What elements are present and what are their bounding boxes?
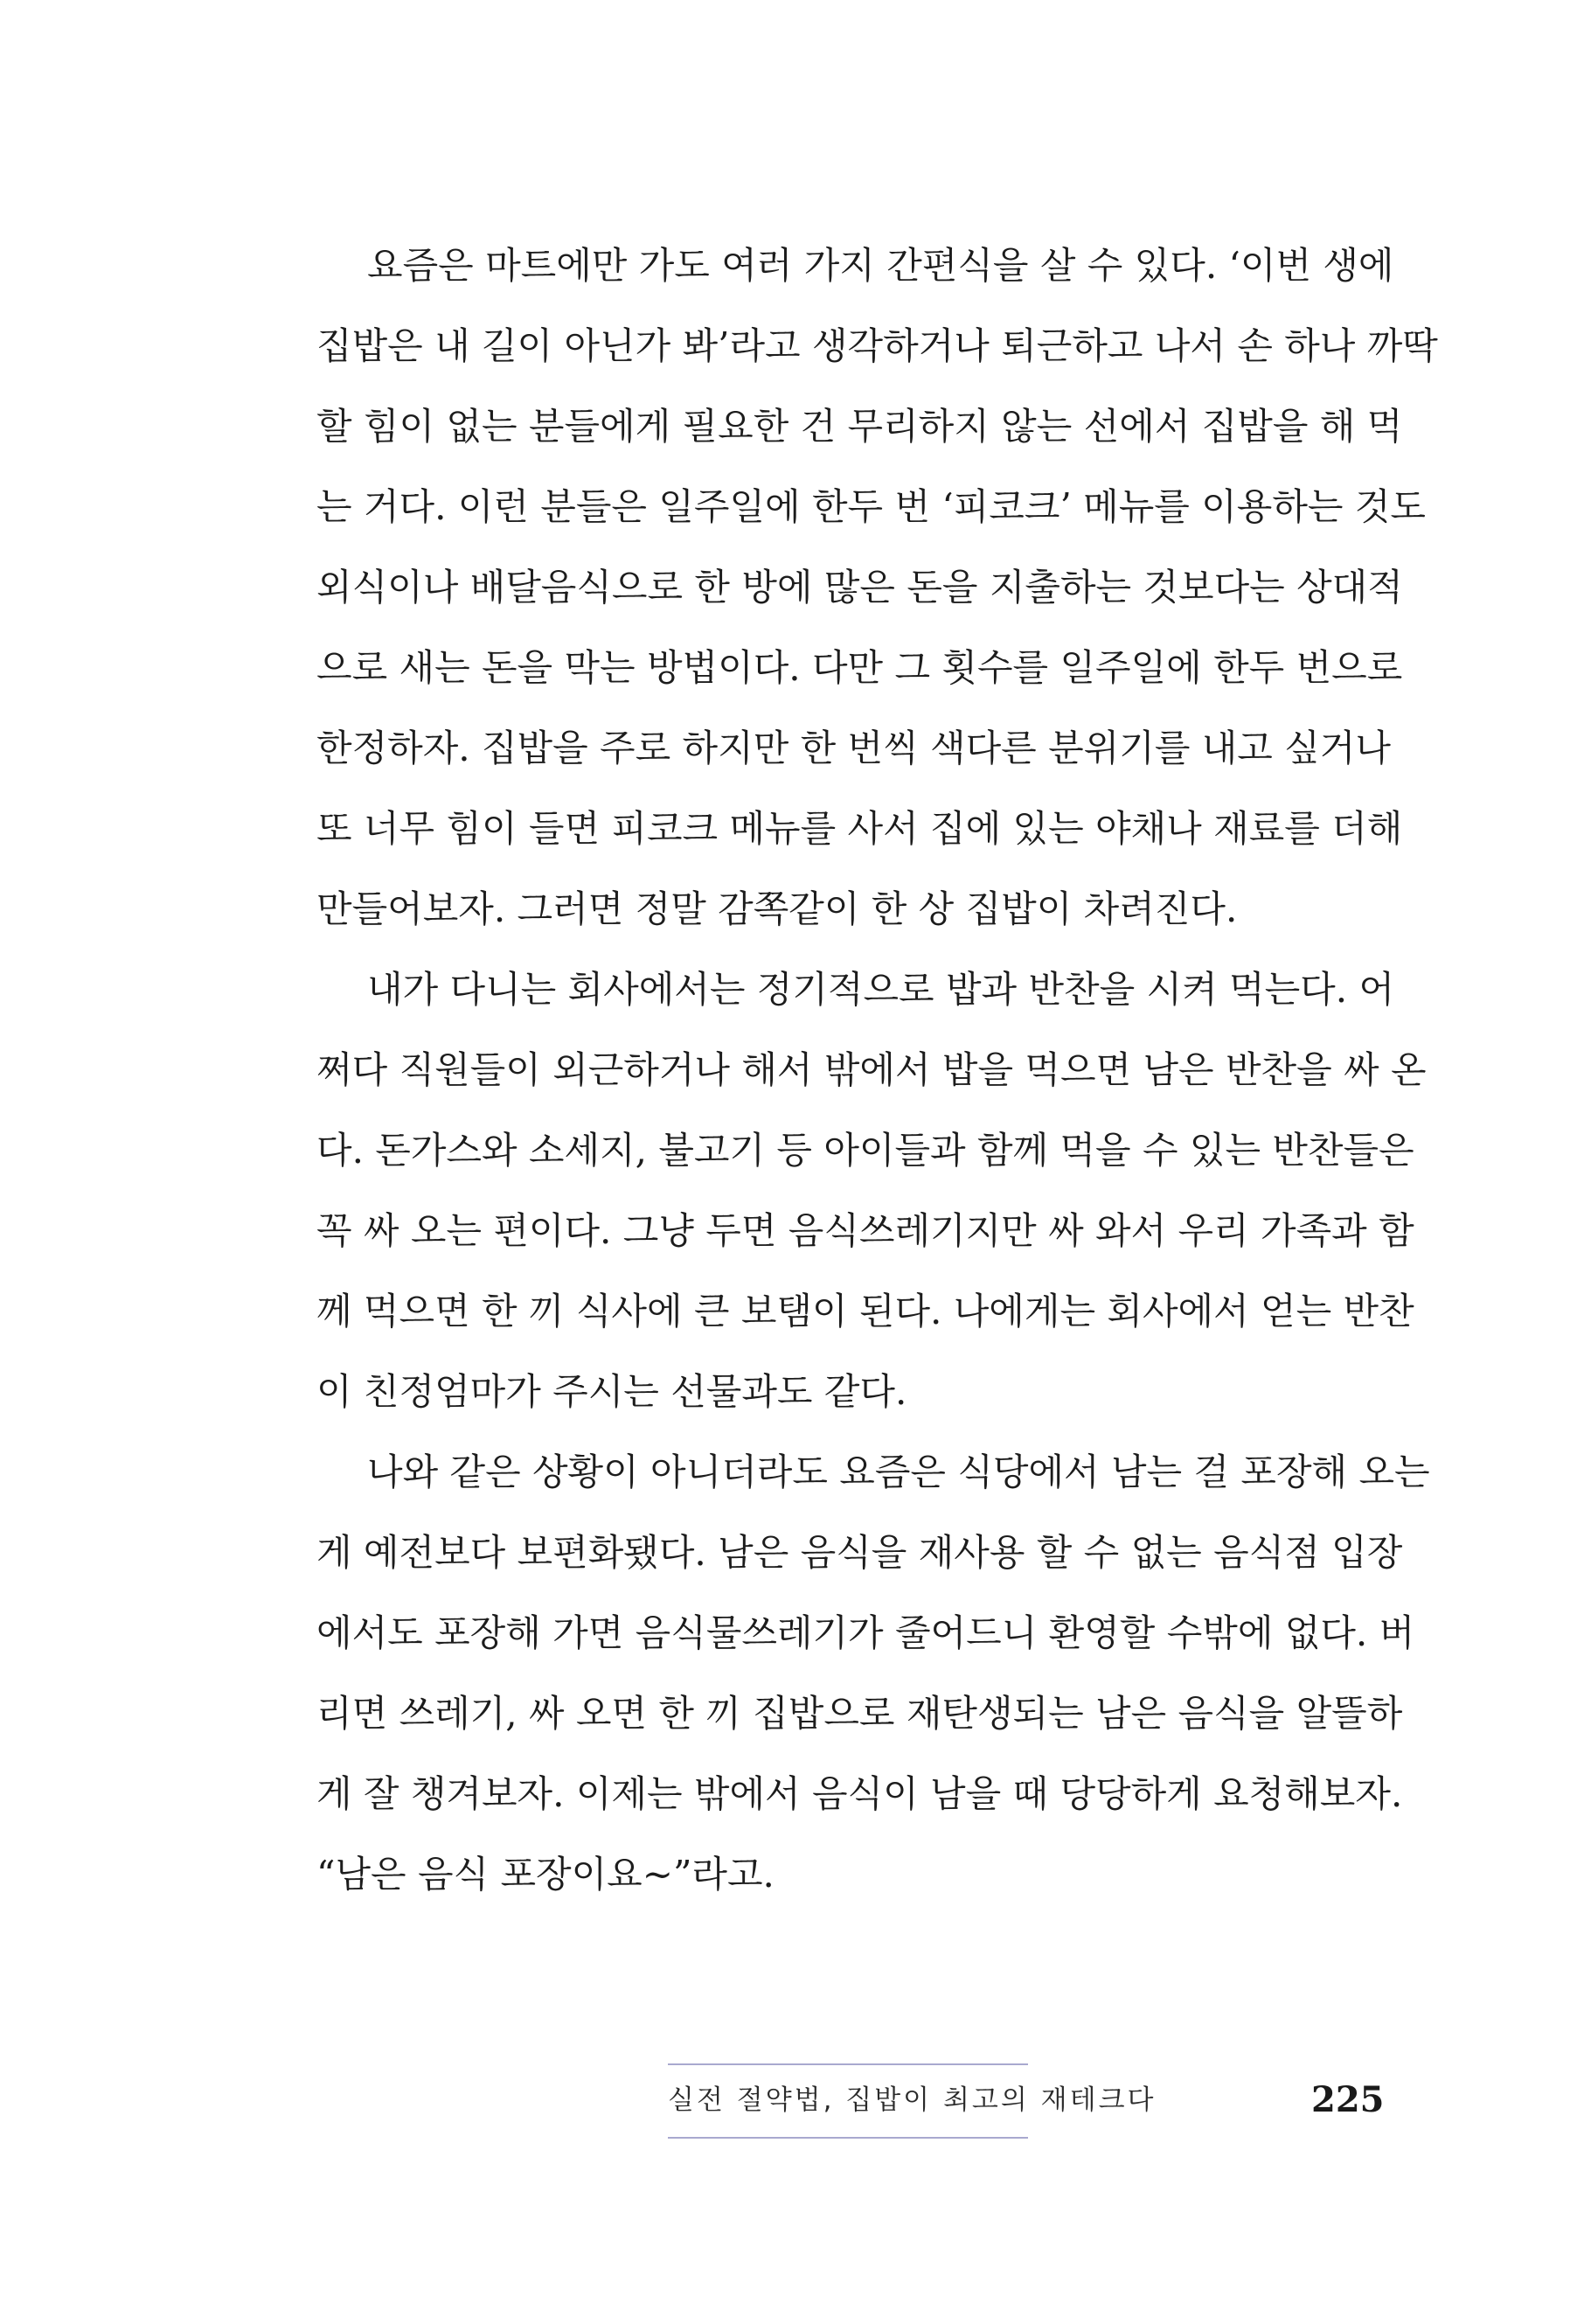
text-line: 는 거다. 이런 분들은 일주일에 한두 번 ‘피코크’ 메뉴를 이용하는 것도 <box>316 485 1427 528</box>
paragraph-1 <box>316 226 1438 950</box>
paragraph-3 <box>316 1432 1430 1915</box>
text-line: 쩌다 직원들이 외근하거나 해서 밖에서 밥을 먹으면 남은 반찬을 싸 온 <box>316 1048 1427 1091</box>
text-line: 나와 같은 상황이 아니더라도 요즘은 식당에서 남는 걸 포장해 오는 <box>367 1451 1430 1493</box>
running-title: 실전 절약법, 집밥이 최고의 재테크다 <box>668 2084 1157 2116</box>
page-number: 225 <box>1311 2079 1385 2120</box>
text-line: 에서도 포장해 가면 음식물쓰레기가 줄어드니 환영할 수밖에 없다. 버 <box>316 1611 1415 1654</box>
text-line: 다. 돈가스와 소세지, 불고기 등 아이들과 함께 먹을 수 있는 반찬들은 <box>316 1129 1414 1172</box>
text-line: “남은 음식 포장이요~”라고. <box>316 1853 775 1896</box>
text-line: 게 잘 챙겨보자. 이제는 밖에서 음식이 남을 때 당당하게 요청해보자. <box>316 1772 1403 1815</box>
page-footer <box>0 2063 1570 2168</box>
text-line: 께 먹으면 한 끼 식사에 큰 보탬이 된다. 나에게는 회사에서 얻는 반찬 <box>316 1290 1414 1332</box>
text-line: 외식이나 배달음식으로 한 방에 많은 돈을 지출하는 것보다는 상대적 <box>316 566 1403 609</box>
footer-rule-top <box>668 2063 1028 2065</box>
paragraph-2 <box>316 950 1427 1432</box>
body-text <box>316 226 1438 1915</box>
text-line: 요즘은 마트에만 가도 여러 가지 간편식을 살 수 있다. ‘이번 생에 <box>367 244 1394 287</box>
text-line: 게 예전보다 보편화됐다. 남은 음식을 재사용 할 수 없는 음식점 입장 <box>316 1531 1403 1574</box>
footer-rule-bottom <box>668 2137 1028 2139</box>
text-line: 집밥은 내 길이 아닌가 봐’라고 생각하거나 퇴근하고 나서 손 하나 까딱 <box>316 324 1438 367</box>
text-line: 만들어보자. 그러면 정말 감쪽같이 한 상 집밥이 차려진다. <box>316 887 1238 930</box>
text-line: 으로 새는 돈을 막는 방법이다. 다만 그 횟수를 일주일에 한두 번으로 <box>316 646 1403 689</box>
text-line: 또 너무 힘이 들면 피코크 메뉴를 사서 집에 있는 야채나 재료를 더해 <box>316 807 1403 850</box>
text-line: 리면 쓰레기, 싸 오면 한 끼 집밥으로 재탄생되는 남은 음식을 알뜰하 <box>316 1692 1403 1735</box>
text-line: 꼭 싸 오는 편이다. 그냥 두면 음식쓰레기지만 싸 와서 우리 가족과 함 <box>316 1209 1414 1252</box>
text-line: 이 친정엄마가 주시는 선물과도 같다. <box>316 1370 907 1413</box>
text-line: 한정하자. 집밥을 주로 하지만 한 번씩 색다른 분위기를 내고 싶거나 <box>316 727 1391 769</box>
text-line: 할 힘이 없는 분들에게 필요한 건 무리하지 않는 선에서 집밥을 해 먹 <box>316 405 1403 448</box>
text-line: 내가 다니는 회사에서는 정기적으로 밥과 반찬을 시켜 먹는다. 어 <box>367 968 1395 1011</box>
